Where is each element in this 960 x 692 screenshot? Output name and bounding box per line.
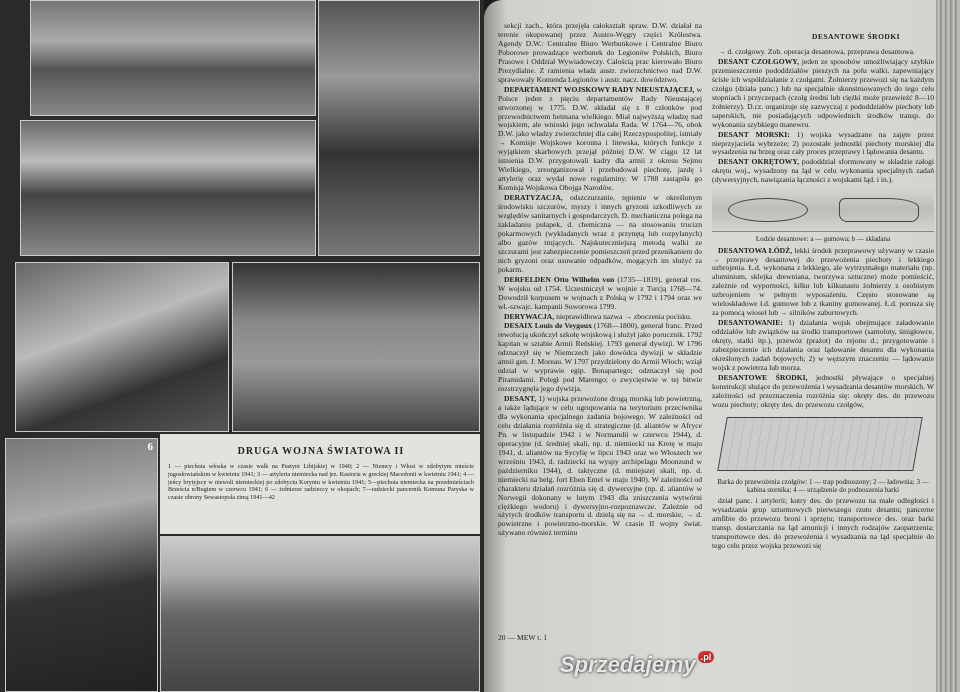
entry-headword: DESAIX Louis de Veygoux xyxy=(504,321,592,331)
plate-caption-text: 1 — piechota włoska w czasie walk na Pustyni Libijskiej w 1940; 2 — Niemcy i Włosi w zdobytym mieście jugosłowiańskim w kwietniu 1941; 3 — artyleria niemiecka nad jez. Kastoria w greckiej Macedonii w kwietniu 1941; 4 — jeńcy brytyjscy w niewoli niemieckiej po zdobyciu Koryntu w kwietniu 1941; 5—piechota niemiecka na przedmieściach Brześcia n/Bugiem w czerwcu 1941; 6 — żołnierze radzieccy w okopach; 7—radziecki pancernik Komuna Paryska w czasie obrony Sewastopola zimą 1941—42 xyxy=(168,463,474,501)
page-edges xyxy=(936,0,960,692)
figure-caption: Łodzie desantowe: a — gumowa; b — składana xyxy=(755,235,891,244)
text-column-2 xyxy=(712,48,934,552)
entry-text: (1735—1819), generał ros. W wojsku od 1754. Uczestniczył w wojnie z Turcją 1768—74. Dowodził korpusem w wojnach z Polską w 1792 i 1794 oraz we wł.-szwajc. kampanii Suworowa 1799. xyxy=(498,274,702,311)
entry-headword: DESANTOWA ŁÓDŹ, xyxy=(718,245,793,255)
entry-text: sekcji zach., która przejęła całokształt spraw. D.W. działał na terenie okupowanej przez Austro-Węgry części Królestwa. Agendy D.W.: Centralne Biuro Werbunkowe i Centralne Biuro Poborowe prowadzące werbunek do Legionów Polskich, Biuro Prasowe i Oddział Wywiadowczy. Całością prac kierowało Biuro Prezydialne. Z ramienia władz austr. zwierzchnictwo nad D.W. sprawowały Komenda Legionów i austr. nacz. dowództwo. xyxy=(498,21,702,84)
dictionary-entry xyxy=(498,322,702,394)
entry-text: pododdział sformowany w składzie załogi okrętu woj., wysadzony na ląd w celu wykonania specjalnych zadań (dywersyjnych, nawiązania łączności z wojskami ląd. i in.). xyxy=(712,157,934,185)
plate-caption xyxy=(160,434,480,534)
entry-text: → d. czołgowy. Zob. operacja desantowa, przeprawa desantowa. xyxy=(718,47,915,56)
dictionary-entry xyxy=(712,48,934,57)
plate-title: DRUGA WOJNA ŚWIATOWA II xyxy=(237,446,405,457)
figure-caption: Barka do przewożenia czołgów: 1 — trap podnoszony; 2 — ładownia; 3 — kabina sternika; 4 — urządzenie do podnoszenia barki xyxy=(717,477,929,494)
entry-headword: DESANT CZOŁGOWY, xyxy=(718,56,799,66)
dictionary-entry xyxy=(498,86,702,193)
page-footer: 20 — MEW t. 1 xyxy=(498,633,548,642)
figure-landing-boats xyxy=(712,188,934,232)
photo-battleship xyxy=(160,536,480,692)
text-column-1 xyxy=(498,22,702,539)
entry-text: odszczurzanie, tępienie w określonym środowisku szczurów, myszy i innych gryzoni szkodliwych ze względów sanitarnych i gospodarczych. D. mechaniczna polega na zakładaniu pułapek, d. chemiczna — na stosowaniu trucizn pokarmowych (wykładanych wraz z przynętą lub rozpylanych) albo gazów trujących. Najskuteczniejszą metodą walki ze szczurami jest zabezpieczenie pomieszczeń przed przenikaniem do nich gryzoni oraz usuwanie odpadków, mogących im służyć za pokarm. xyxy=(498,193,702,274)
dictionary-entry xyxy=(712,247,934,319)
photo-town-soldiers xyxy=(318,0,480,256)
figure-tank-barge xyxy=(712,413,934,475)
entry-text: w Polsce jeden z pięciu departamentów Rady Nieustającej utworzonej w 1775. D.W. składał się z 8 członków pod przewodnictwem hetmana wielkiego. Miał najwyższą władzę nad wojskiem, ale wnioski jego uchwalała Rada. W 1764—76, obok D.W. jako władzy zwierzchniej dla całej Rzeczypospolitej, istniały → Komisje Wojskowe koronna i litewska, których funkcje z wyjątkiem skarbowych przejął później D.W. W ciągu 12 lat istnienia D.W. przygotowali kadry dla armii z okresu Sejmu Wielkiego, zreorganizował i przebudował piechotę, jazdę i artylerię oraz wydał nowe regulaminy. W 1788 zastąpiła go Komisja Wojskowa Obojga Narodów. xyxy=(498,84,702,193)
watermark-tld: .pl xyxy=(698,651,715,663)
entry-headword: DERYWACJA, xyxy=(504,311,555,321)
dictionary-entry xyxy=(712,374,934,410)
entry-text: nieprawidłowa nazwa → zboczenia pocisku. xyxy=(556,311,692,321)
dictionary-entry xyxy=(498,313,702,322)
barge-illustration xyxy=(717,417,923,471)
entry-text: 1) wojska wysadzane na zajęte przez nieprzyjaciela wybrzeże; 2) pozostałe jednostki piechoty morskiej dla wysadzenia na brzeg oraz cały proces przeprawy i lądowania desantu. xyxy=(712,129,934,157)
entry-text: lekki środek przeprawowy używany w czasie → przeprawy desantowej do przewożenia piechoty i lekkiego uzbrojenia. Ł.d. wykonana z lekkiego, ale wytrzymałego materiału (np. aluminium, sklejka drewniana, tworzywa sztuczne) może pomieścić, zależnie od wyporności, kilku lub kilkunastu żołnierzy z osobistym uzbrojeniem w pełnym wyposażeniu. Często stosowane są wieloskładowe ł.d. gumowe lub z tkaniny gumowanej. Ł.d. porusza się za pomocą wioseł lub → silników zaburtowych. xyxy=(712,245,934,318)
folding-boat-illustration xyxy=(839,198,919,222)
dictionary-entry xyxy=(712,131,934,158)
photo-prisoners xyxy=(15,262,229,432)
dictionary-entry xyxy=(712,319,934,373)
rubber-boat-illustration xyxy=(728,198,808,222)
entry-text: 1) wojska przewożone drogą morską lub powietrzną, a także lądujące w celu ugrupowania na terytorium przeciwnika dla wykonania specjalnego zadania bojowego. W zależności od celu działania rozróżnia się d. strategiczne (d. aliantów w Afryce Pn. w listopadzie 1942 i w Normandii w czerwcu 1944), d. operacyjne (d. średniej skali, np. d. niemiecki na Kretę w maju 1941, d. aliantów na Sycylię w lipcu 1943 oraz we Włoszech we wrześniu 1943, d. radziecki na wyspy archipelagu Moonzund w październiku 1944), d. taktyczne (d. mniejszej skali, np. d. niemiecki na belg. fort Eben Emel w maju 1940). W zależności od charakteru działań rozróżnia się d. dywersyjne (np. d. aliantów w Norwegii dokonany w lutym 1943 dla zniszczenia wytwórni ciężkiego wodoru) i dywersyjno-rozpoznawcze. Zależnie od użytych środków transportu d. dzielą się na → d. morskie, → d. powietrzne i powietrzno-morskie. W czasie II wojny świat. używano również terminu xyxy=(498,394,702,538)
dictionary-entry xyxy=(498,194,702,275)
entry-headword: DESANTOWE ŚRODKI, xyxy=(718,372,808,382)
entry-text: jednostki pływające o specjalnej konstrukcji służące do przewożenia i wysadzania desantów morskich. W zależności od przeznaczenia rozróżnia się: okręty des. do przewozu wozu piechoty; okręty des. do przewozu czołgów, xyxy=(712,372,934,409)
entry-text: 1) działania wojsk obejmujące załadowanie oddziałów lub związków na środki transportowe (samoloty, śmigłowce, okręty, statki itp.), przewóz (prażot) do rejonu d.; przygotowanie i zabezpieczenie ich działania oraz lądowanie desantu dla wykonania określonych zadań bojowych; 2) w węższym znaczeniu — lądowanie wojsk z powietrza lub morza. xyxy=(712,318,934,372)
entry-text: dział panc. i artylerii; kutry des. do przewozu na małe odległości i wysadzania grup szturmowych pierwszego rzutu desantu; pancerne amfibie do przewozu broni i sprzętu; transportowce des. oraz barki transp. dostarczania na ląd amunicji i innych rodzajów zaopatrzenia; transportowce des. do przewożenia i wysadzania na ląd specjalnie do tego celu przez wojska przewozi się xyxy=(712,496,934,550)
photo-soviet-soldiers xyxy=(5,438,158,692)
running-head: DESANTOWE ŚRODKI xyxy=(812,32,901,41)
entry-headword: DESANTOWANIE: xyxy=(718,318,783,328)
entry-text: jeden ze sposobów umożliwiający szybkie przemieszczenie pododdziałów pieszych na polu walki, zapewniający ścisłe ich współdziałanie z czołgami. Żołnierzy przewozi się na każdym czołgu (działa panc.) lub na specjalnie skonstruowanych do tego celu stopniach i przyczepach (czołg średni lub ciężki może przewieźć 8—10 żołnierzy). D.cz. organizuje się zazwyczaj z pododdziałów piechoty lub saperskich, nie posiadających odpowiednich środków transp. do wykonania szybkiego manewru. xyxy=(712,56,935,129)
entry-text: (1768—1800), generał franc. Przed rewolucją ukończył szkołę wojskową i służył jako porucznik. 1792 kapitan w sztabie Armii Reńskiej. 1793 generał dywizji. W 1796 odznaczył się w Niemczech jako dowódca dywizji w składzie armii gen. J. Moreau. W 1797 przydzielony do Armii Włoch; wziął udział w wyprawie egip. Bonapartego; odznaczył się pod Piramidami. Poległ pod Marengo; o zwycięstwie w tej bitwie rozstrzygnęła jego dywizja. xyxy=(498,321,702,394)
entry-headword: DESANT MORSKI: xyxy=(718,129,790,139)
dictionary-entry xyxy=(712,158,934,185)
dictionary-entry xyxy=(498,276,702,312)
entry-headword: DESANT OKRĘTOWY, xyxy=(718,157,800,167)
photo-italian-infantry xyxy=(30,0,316,116)
watermark-brand: Sprzedajemy xyxy=(560,652,696,677)
dictionary-entry xyxy=(712,497,934,551)
photo-number: 6 xyxy=(147,441,153,453)
entry-headword: DEPARTAMENT WOJSKOWY RADY NIEUSTAJĄCEJ, xyxy=(504,84,695,94)
photo-infantry-field xyxy=(232,262,480,432)
dictionary-entry xyxy=(712,58,934,130)
dictionary-entry xyxy=(498,395,702,538)
photo-armored-vehicles xyxy=(20,120,316,256)
entry-headword: DESANT, xyxy=(504,394,537,404)
entry-headword: DERATYZACJA, xyxy=(504,193,563,203)
entry-headword: DERFELDEN Otto Wilhelm von xyxy=(504,274,615,284)
dictionary-entry xyxy=(498,22,702,85)
watermark-logo xyxy=(560,652,714,678)
